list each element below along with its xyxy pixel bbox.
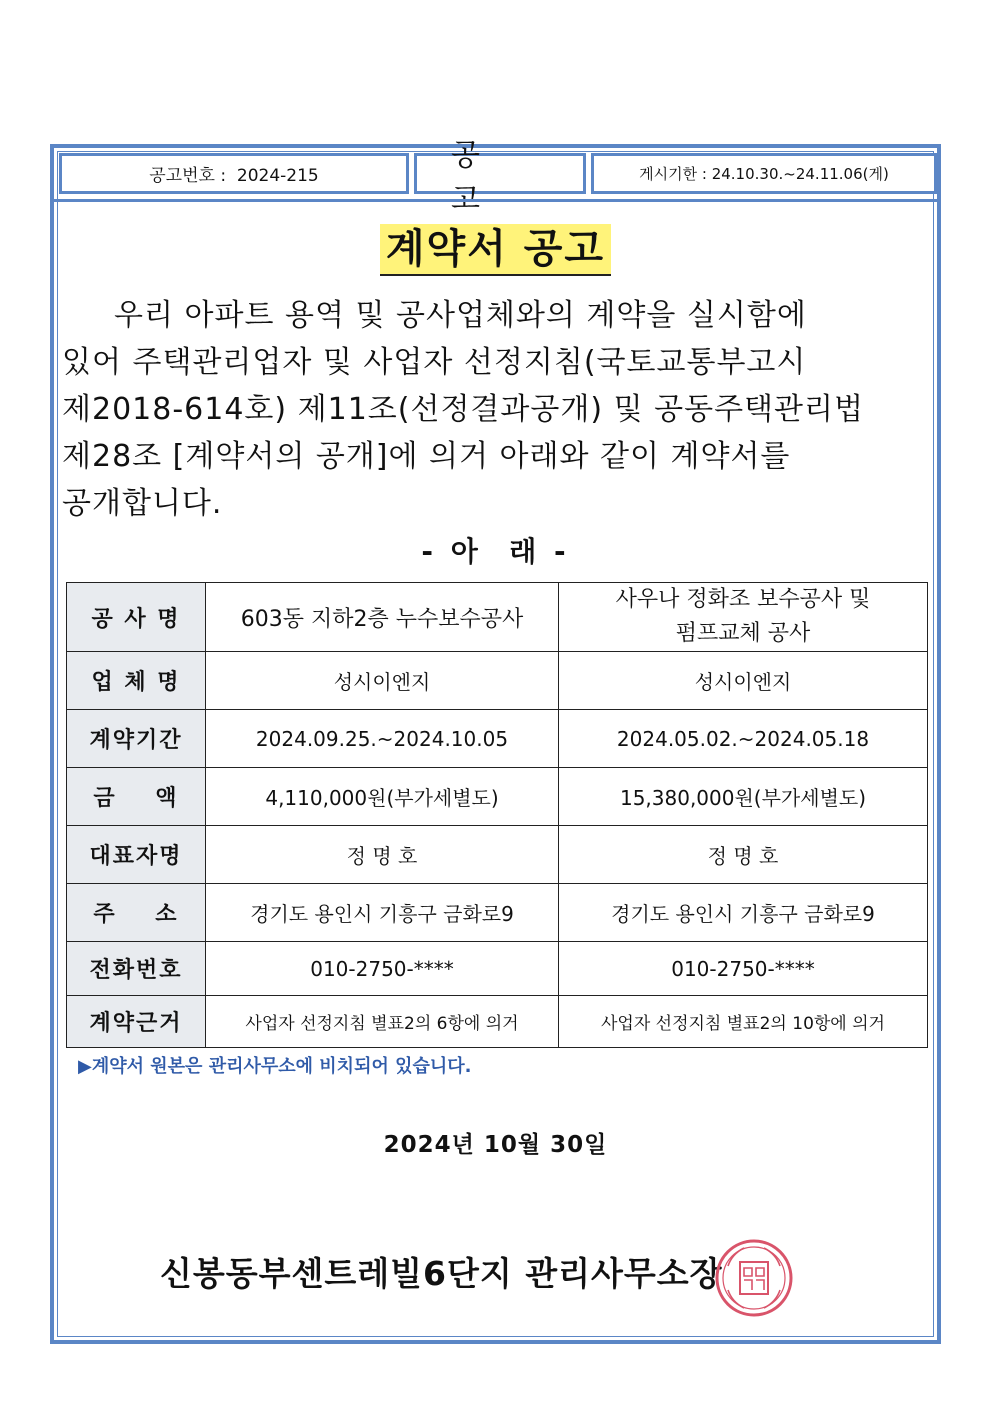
- cell-col1: 성시이엔지: [206, 652, 559, 710]
- table-row: [67, 768, 928, 826]
- table-row: [67, 826, 928, 884]
- cell-col2: 성시이엔지: [559, 652, 928, 710]
- notice-frame: [50, 137, 941, 1344]
- cell-col2: 경기도 용인시 기흥구 금화로9: [559, 884, 928, 942]
- cell-col1: 010-2750-****: [206, 942, 559, 996]
- posting-period-box: [591, 153, 937, 194]
- cell-col1: 2024.09.25.~2024.10.05: [206, 710, 559, 768]
- body-line: 제2018-614호) 제11조(선정결과공개) 및 공동주택관리법: [62, 392, 864, 427]
- notice-body: [62, 292, 932, 527]
- table-row: [67, 583, 928, 652]
- cell-col1: 4,110,000원(부가세별도): [206, 768, 559, 826]
- table-row: [67, 996, 928, 1048]
- row-label: 계약근거: [67, 996, 206, 1048]
- body-line: 우리 아파트 용역 및 공사업체와의 계약을 실시함에: [114, 298, 807, 333]
- row-label: 대표자명: [67, 826, 206, 884]
- cell-col2: 010-2750-****: [559, 942, 928, 996]
- cell-col1: 정 명 호: [206, 826, 559, 884]
- row-label: 주 소: [67, 884, 206, 942]
- signer-name: 신봉동부센트레빌6단지 관리사무소장: [160, 1254, 723, 1293]
- cell-col1: 경기도 용인시 기흥구 금화로9: [206, 884, 559, 942]
- table-row: [67, 942, 928, 996]
- notice-date: 2024년 10월 30일: [383, 1132, 608, 1158]
- body-line: 제28조 [계약서의 공개]에 의거 아래와 같이 계약서를: [62, 439, 791, 474]
- subheading: - 아 래 -: [421, 535, 570, 568]
- posting-period: 게시기한 : 24.10.30.~24.11.06(게): [639, 165, 889, 183]
- cell-col2: 2024.05.02.~2024.05.18: [559, 710, 928, 768]
- notice-label-box: [414, 137, 586, 217]
- cell-col2-text: 사우나 정화조 보수공사 및 펌프교체 공사: [615, 587, 871, 646]
- notice-label: 공 고: [451, 137, 514, 217]
- body-line: 공개합니다.: [62, 486, 223, 521]
- row-label: 금 액: [67, 768, 206, 826]
- table-row: [67, 710, 928, 768]
- cell-col1: 603동 지하2층 누수보수공사: [206, 583, 559, 652]
- cell-col2: [559, 583, 928, 652]
- row-label: 전화번호: [67, 942, 206, 996]
- notice-number: 공고번호 : 2024-215: [149, 166, 319, 186]
- cell-col2: 사업자 선정지침 별표2의 10항에 의거: [559, 996, 928, 1048]
- body-line: 있어 주택관리업자 및 사업자 선정지침(국토교통부고시: [62, 345, 807, 380]
- table-row: [67, 652, 928, 710]
- header-divider: [54, 199, 937, 202]
- table-row: [67, 884, 928, 942]
- notice-number-box: [59, 153, 409, 194]
- cell-col2: 정 명 호: [559, 826, 928, 884]
- row-label: 업 체 명: [67, 652, 206, 710]
- row-label: 계약기간: [67, 710, 206, 768]
- official-seal-icon: [714, 1238, 794, 1318]
- contract-table: [66, 582, 928, 1048]
- original-copy-note: ▶계약서 원본은 관리사무소에 비치되어 있습니다.: [78, 1056, 472, 1077]
- cell-col2: 15,380,000원(부가세별도): [559, 768, 928, 826]
- title-wrap: [54, 224, 937, 276]
- row-label: 공 사 명: [67, 583, 206, 652]
- cell-col1: 사업자 선정지침 별표2의 6항에 의거: [206, 996, 559, 1048]
- page-title: 계약서 공고: [380, 224, 611, 276]
